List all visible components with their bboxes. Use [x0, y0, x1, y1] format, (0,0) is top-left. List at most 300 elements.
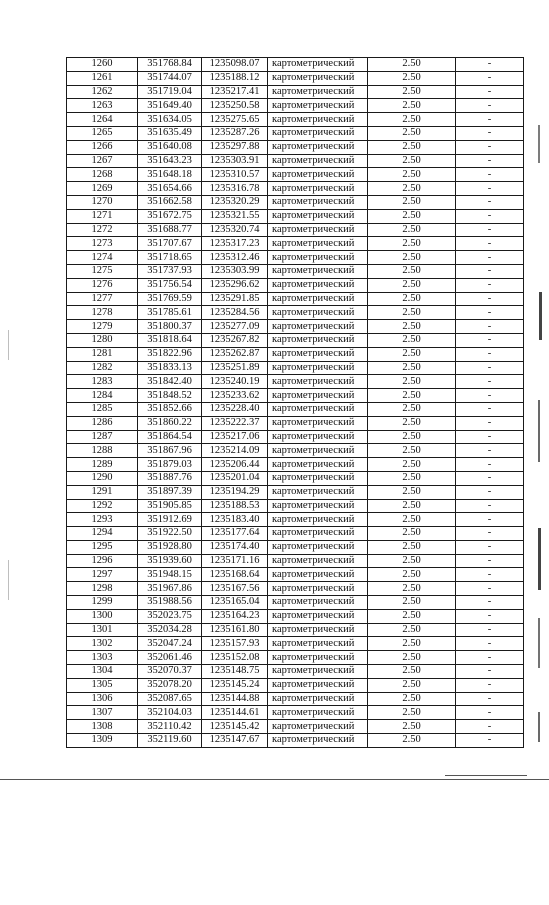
- cell-extra: -: [456, 306, 524, 320]
- cell-method: картометрический: [268, 444, 368, 458]
- cell-accuracy: 2.50: [368, 623, 456, 637]
- cell-extra: -: [456, 513, 524, 527]
- cell-coord-x: 351769.59: [138, 292, 202, 306]
- cell-coord-y: 1235174.40: [202, 540, 268, 554]
- cell-extra: -: [456, 609, 524, 623]
- cell-point-number: 1295: [67, 540, 138, 554]
- cell-coord-y: 1235165.04: [202, 596, 268, 610]
- cell-point-number: 1282: [67, 361, 138, 375]
- cell-method: картометрический: [268, 58, 368, 72]
- cell-coord-x: 352070.37: [138, 665, 202, 679]
- cell-coord-y: 1235310.57: [202, 168, 268, 182]
- cell-point-number: 1300: [67, 609, 138, 623]
- table-row: [67, 347, 524, 361]
- cell-accuracy: 2.50: [368, 678, 456, 692]
- cell-point-number: 1277: [67, 292, 138, 306]
- cell-accuracy: 2.50: [368, 458, 456, 472]
- cell-extra: -: [456, 58, 524, 72]
- cell-accuracy: 2.50: [368, 154, 456, 168]
- cell-method: картометрический: [268, 692, 368, 706]
- cell-extra: -: [456, 665, 524, 679]
- cell-accuracy: 2.50: [368, 264, 456, 278]
- cell-coord-x: 352119.60: [138, 734, 202, 748]
- cell-extra: -: [456, 140, 524, 154]
- cell-coord-x: 352087.65: [138, 692, 202, 706]
- table-row: [67, 596, 524, 610]
- cell-method: картометрический: [268, 85, 368, 99]
- table-row: [67, 168, 524, 182]
- page-divider: [0, 779, 549, 780]
- cell-point-number: 1288: [67, 444, 138, 458]
- cell-extra: -: [456, 734, 524, 748]
- table-row: [67, 692, 524, 706]
- cell-coord-y: 1235206.44: [202, 458, 268, 472]
- cell-accuracy: 2.50: [368, 444, 456, 458]
- cell-extra: -: [456, 623, 524, 637]
- cell-accuracy: 2.50: [368, 692, 456, 706]
- table-row: [67, 637, 524, 651]
- cell-accuracy: 2.50: [368, 140, 456, 154]
- cell-coord-x: 351634.05: [138, 113, 202, 127]
- cell-coord-y: 1235320.74: [202, 223, 268, 237]
- cell-method: картометрический: [268, 540, 368, 554]
- cell-coord-x: 351643.23: [138, 154, 202, 168]
- cell-coord-y: 1235144.88: [202, 692, 268, 706]
- cell-extra: -: [456, 154, 524, 168]
- cell-coord-y: 1235228.40: [202, 402, 268, 416]
- table-row: [67, 264, 524, 278]
- cell-point-number: 1287: [67, 430, 138, 444]
- cell-coord-y: 1235312.46: [202, 251, 268, 265]
- cell-coord-y: 1235157.93: [202, 637, 268, 651]
- cell-method: картометрический: [268, 361, 368, 375]
- cell-accuracy: 2.50: [368, 430, 456, 444]
- table-row: [67, 471, 524, 485]
- cell-coord-x: 351879.03: [138, 458, 202, 472]
- cell-coord-x: 351737.93: [138, 264, 202, 278]
- cell-point-number: 1262: [67, 85, 138, 99]
- cell-coord-x: 352078.20: [138, 678, 202, 692]
- cell-point-number: 1299: [67, 596, 138, 610]
- cell-method: картометрический: [268, 306, 368, 320]
- cell-coord-x: 351852.66: [138, 402, 202, 416]
- cell-accuracy: 2.50: [368, 223, 456, 237]
- cell-point-number: 1298: [67, 582, 138, 596]
- cell-coord-y: 1235148.75: [202, 665, 268, 679]
- cell-point-number: 1297: [67, 568, 138, 582]
- cell-extra: -: [456, 692, 524, 706]
- cell-coord-y: 1235250.58: [202, 99, 268, 113]
- table-row: [67, 430, 524, 444]
- cell-coord-x: 351654.66: [138, 182, 202, 196]
- cell-coord-x: 351833.13: [138, 361, 202, 375]
- cell-point-number: 1278: [67, 306, 138, 320]
- cell-accuracy: 2.50: [368, 99, 456, 113]
- cell-method: картометрический: [268, 292, 368, 306]
- table-row: [67, 499, 524, 513]
- table-row: [67, 582, 524, 596]
- cell-coord-x: 351860.22: [138, 416, 202, 430]
- table-row: [67, 320, 524, 334]
- cell-coord-y: 1235240.19: [202, 375, 268, 389]
- cell-coord-y: 1235161.80: [202, 623, 268, 637]
- cell-extra: -: [456, 471, 524, 485]
- cell-accuracy: 2.50: [368, 126, 456, 140]
- cell-extra: -: [456, 251, 524, 265]
- cell-method: картометрический: [268, 582, 368, 596]
- cell-method: картометрический: [268, 154, 368, 168]
- table-row: [67, 375, 524, 389]
- cell-coord-y: 1235303.91: [202, 154, 268, 168]
- cell-extra: -: [456, 292, 524, 306]
- table-row: [67, 195, 524, 209]
- cell-extra: -: [456, 195, 524, 209]
- cell-coord-y: 1235287.26: [202, 126, 268, 140]
- cell-extra: -: [456, 209, 524, 223]
- cell-accuracy: 2.50: [368, 596, 456, 610]
- cell-coord-y: 1235201.04: [202, 471, 268, 485]
- cell-point-number: 1269: [67, 182, 138, 196]
- cell-coord-y: 1235214.09: [202, 444, 268, 458]
- cell-coord-x: 351939.60: [138, 554, 202, 568]
- cell-method: картометрический: [268, 375, 368, 389]
- cell-method: картометрический: [268, 237, 368, 251]
- cell-coord-y: 1235147.67: [202, 734, 268, 748]
- cell-accuracy: 2.50: [368, 195, 456, 209]
- cell-point-number: 1286: [67, 416, 138, 430]
- cell-extra: -: [456, 71, 524, 85]
- cell-coord-y: 1235316.78: [202, 182, 268, 196]
- cell-extra: -: [456, 527, 524, 541]
- cell-point-number: 1281: [67, 347, 138, 361]
- cell-extra: -: [456, 182, 524, 196]
- table-row: [67, 113, 524, 127]
- cell-coord-y: 1235284.56: [202, 306, 268, 320]
- cell-point-number: 1308: [67, 720, 138, 734]
- cell-method: картометрический: [268, 554, 368, 568]
- cell-accuracy: 2.50: [368, 375, 456, 389]
- cell-accuracy: 2.50: [368, 85, 456, 99]
- table-row: [67, 678, 524, 692]
- cell-accuracy: 2.50: [368, 333, 456, 347]
- scan-artifact-mark: [538, 618, 540, 668]
- cell-accuracy: 2.50: [368, 651, 456, 665]
- cell-extra: -: [456, 237, 524, 251]
- cell-method: картометрический: [268, 471, 368, 485]
- cell-accuracy: 2.50: [368, 706, 456, 720]
- cell-accuracy: 2.50: [368, 389, 456, 403]
- table-row: [67, 720, 524, 734]
- table-row: [67, 237, 524, 251]
- cell-extra: -: [456, 113, 524, 127]
- cell-coord-x: 351867.96: [138, 444, 202, 458]
- cell-point-number: 1267: [67, 154, 138, 168]
- cell-point-number: 1272: [67, 223, 138, 237]
- cell-point-number: 1304: [67, 665, 138, 679]
- cell-coord-y: 1235320.29: [202, 195, 268, 209]
- cell-coord-x: 351905.85: [138, 499, 202, 513]
- cell-coord-y: 1235168.64: [202, 568, 268, 582]
- cell-coord-x: 352104.03: [138, 706, 202, 720]
- cell-point-number: 1291: [67, 485, 138, 499]
- cell-accuracy: 2.50: [368, 209, 456, 223]
- cell-point-number: 1306: [67, 692, 138, 706]
- table-row: [67, 527, 524, 541]
- cell-accuracy: 2.50: [368, 71, 456, 85]
- table-row: [67, 513, 524, 527]
- cell-coord-x: 352047.24: [138, 637, 202, 651]
- cell-point-number: 1285: [67, 402, 138, 416]
- cell-accuracy: 2.50: [368, 182, 456, 196]
- cell-coord-y: 1235296.62: [202, 278, 268, 292]
- scan-artifact-mark: [538, 712, 540, 742]
- cell-method: картометрический: [268, 416, 368, 430]
- cell-point-number: 1294: [67, 527, 138, 541]
- cell-coord-y: 1235291.85: [202, 292, 268, 306]
- cell-coord-y: 1235171.16: [202, 554, 268, 568]
- cell-coord-y: 1235145.42: [202, 720, 268, 734]
- cell-coord-x: 352061.46: [138, 651, 202, 665]
- cell-method: картометрический: [268, 568, 368, 582]
- cell-coord-x: 352023.75: [138, 609, 202, 623]
- cell-coord-y: 1235164.23: [202, 609, 268, 623]
- table-row: [67, 278, 524, 292]
- cell-method: картометрический: [268, 347, 368, 361]
- cell-accuracy: 2.50: [368, 347, 456, 361]
- cell-extra: -: [456, 389, 524, 403]
- table-row: [67, 154, 524, 168]
- cell-accuracy: 2.50: [368, 416, 456, 430]
- cell-coord-y: 1235251.89: [202, 361, 268, 375]
- table-row: [67, 209, 524, 223]
- table-row: [67, 554, 524, 568]
- table-row: [67, 71, 524, 85]
- cell-coord-x: 351744.07: [138, 71, 202, 85]
- cell-method: картометрический: [268, 623, 368, 637]
- cell-point-number: 1305: [67, 678, 138, 692]
- cell-coord-x: 351672.75: [138, 209, 202, 223]
- cell-point-number: 1265: [67, 126, 138, 140]
- cell-coord-x: 351928.80: [138, 540, 202, 554]
- cell-point-number: 1271: [67, 209, 138, 223]
- cell-method: картометрический: [268, 251, 368, 265]
- cell-extra: -: [456, 168, 524, 182]
- cell-coord-x: 351719.04: [138, 85, 202, 99]
- cell-coord-y: 1235317.23: [202, 237, 268, 251]
- table-row: [67, 623, 524, 637]
- cell-coord-y: 1235321.55: [202, 209, 268, 223]
- cell-extra: -: [456, 416, 524, 430]
- table-row: [67, 416, 524, 430]
- cell-accuracy: 2.50: [368, 734, 456, 748]
- cell-point-number: 1276: [67, 278, 138, 292]
- table-row: [67, 333, 524, 347]
- cell-coord-x: 351635.49: [138, 126, 202, 140]
- cell-coord-x: 351887.76: [138, 471, 202, 485]
- cell-coord-x: 351948.15: [138, 568, 202, 582]
- cell-method: картометрический: [268, 609, 368, 623]
- cell-method: картометрический: [268, 678, 368, 692]
- cell-extra: -: [456, 637, 524, 651]
- table-row: [67, 223, 524, 237]
- scan-artifact-mark: [538, 125, 540, 163]
- cell-coord-y: 1235297.88: [202, 140, 268, 154]
- table-row: [67, 306, 524, 320]
- cell-extra: -: [456, 347, 524, 361]
- cell-extra: -: [456, 85, 524, 99]
- cell-method: картометрический: [268, 264, 368, 278]
- cell-point-number: 1296: [67, 554, 138, 568]
- cell-extra: -: [456, 444, 524, 458]
- table-row: [67, 402, 524, 416]
- cell-extra: -: [456, 402, 524, 416]
- cell-coord-x: 351662.58: [138, 195, 202, 209]
- cell-accuracy: 2.50: [368, 402, 456, 416]
- cell-method: картометрический: [268, 734, 368, 748]
- table-row: [67, 126, 524, 140]
- table-row: [67, 568, 524, 582]
- scan-artifact-mark: [538, 400, 540, 462]
- cell-coord-y: 1235098.07: [202, 58, 268, 72]
- coordinates-table: [66, 57, 524, 748]
- cell-method: картометрический: [268, 126, 368, 140]
- cell-method: картометрический: [268, 430, 368, 444]
- cell-method: картометрический: [268, 99, 368, 113]
- cell-coord-y: 1235188.53: [202, 499, 268, 513]
- cell-accuracy: 2.50: [368, 113, 456, 127]
- cell-coord-y: 1235144.61: [202, 706, 268, 720]
- cell-accuracy: 2.50: [368, 582, 456, 596]
- table-row: [67, 706, 524, 720]
- signature-line: [445, 775, 527, 776]
- cell-accuracy: 2.50: [368, 278, 456, 292]
- cell-coord-x: 352034.28: [138, 623, 202, 637]
- cell-coord-x: 351768.84: [138, 58, 202, 72]
- cell-extra: -: [456, 361, 524, 375]
- cell-method: картометрический: [268, 209, 368, 223]
- cell-extra: -: [456, 99, 524, 113]
- table-row: [67, 251, 524, 265]
- cell-coord-y: 1235152.08: [202, 651, 268, 665]
- cell-point-number: 1263: [67, 99, 138, 113]
- cell-method: картометрический: [268, 402, 368, 416]
- cell-method: картометрический: [268, 113, 368, 127]
- cell-extra: -: [456, 499, 524, 513]
- cell-point-number: 1302: [67, 637, 138, 651]
- cell-extra: -: [456, 430, 524, 444]
- cell-method: картометрический: [268, 499, 368, 513]
- cell-accuracy: 2.50: [368, 540, 456, 554]
- cell-point-number: 1293: [67, 513, 138, 527]
- cell-extra: -: [456, 223, 524, 237]
- cell-extra: -: [456, 678, 524, 692]
- cell-point-number: 1268: [67, 168, 138, 182]
- table-row: [67, 292, 524, 306]
- cell-coord-x: 351718.65: [138, 251, 202, 265]
- cell-accuracy: 2.50: [368, 471, 456, 485]
- cell-coord-x: 351640.08: [138, 140, 202, 154]
- cell-point-number: 1309: [67, 734, 138, 748]
- table-row: [67, 58, 524, 72]
- cell-coord-x: 351842.40: [138, 375, 202, 389]
- cell-extra: -: [456, 485, 524, 499]
- cell-accuracy: 2.50: [368, 665, 456, 679]
- cell-method: картометрический: [268, 665, 368, 679]
- cell-point-number: 1274: [67, 251, 138, 265]
- cell-coord-x: 351756.54: [138, 278, 202, 292]
- cell-extra: -: [456, 568, 524, 582]
- cell-method: картометрический: [268, 333, 368, 347]
- cell-point-number: 1279: [67, 320, 138, 334]
- cell-coord-x: 351912.69: [138, 513, 202, 527]
- cell-coord-x: 351800.37: [138, 320, 202, 334]
- scan-artifact-mark: [538, 528, 541, 590]
- cell-point-number: 1273: [67, 237, 138, 251]
- scan-artifact-mark: [8, 560, 9, 600]
- cell-method: картометрический: [268, 168, 368, 182]
- scan-artifact-mark: [539, 292, 542, 340]
- cell-point-number: 1261: [67, 71, 138, 85]
- cell-point-number: 1289: [67, 458, 138, 472]
- cell-coord-x: 351707.67: [138, 237, 202, 251]
- cell-extra: -: [456, 596, 524, 610]
- cell-point-number: 1280: [67, 333, 138, 347]
- cell-point-number: 1264: [67, 113, 138, 127]
- cell-accuracy: 2.50: [368, 251, 456, 265]
- cell-extra: -: [456, 554, 524, 568]
- table-row: [67, 140, 524, 154]
- cell-method: картометрический: [268, 458, 368, 472]
- cell-method: картометрический: [268, 278, 368, 292]
- cell-coord-x: 351897.39: [138, 485, 202, 499]
- cell-accuracy: 2.50: [368, 306, 456, 320]
- cell-coord-x: 351922.50: [138, 527, 202, 541]
- table-row: [67, 665, 524, 679]
- table-row: [67, 609, 524, 623]
- cell-extra: -: [456, 458, 524, 472]
- cell-method: картометрический: [268, 596, 368, 610]
- scan-artifact-mark: [8, 330, 9, 360]
- cell-coord-y: 1235177.64: [202, 527, 268, 541]
- cell-accuracy: 2.50: [368, 637, 456, 651]
- cell-extra: -: [456, 126, 524, 140]
- cell-accuracy: 2.50: [368, 361, 456, 375]
- cell-coord-x: 352110.42: [138, 720, 202, 734]
- table-row: [67, 182, 524, 196]
- cell-coord-x: 351864.54: [138, 430, 202, 444]
- cell-method: картометрический: [268, 637, 368, 651]
- cell-coord-y: 1235303.99: [202, 264, 268, 278]
- cell-extra: -: [456, 333, 524, 347]
- cell-point-number: 1290: [67, 471, 138, 485]
- cell-method: картометрический: [268, 720, 368, 734]
- cell-accuracy: 2.50: [368, 499, 456, 513]
- cell-coord-y: 1235275.65: [202, 113, 268, 127]
- cell-point-number: 1260: [67, 58, 138, 72]
- table-row: [67, 651, 524, 665]
- cell-method: картометрический: [268, 706, 368, 720]
- cell-coord-x: 351818.64: [138, 333, 202, 347]
- cell-point-number: 1303: [67, 651, 138, 665]
- cell-coord-x: 351785.61: [138, 306, 202, 320]
- table-row: [67, 361, 524, 375]
- table-row: [67, 99, 524, 113]
- cell-coord-y: 1235217.41: [202, 85, 268, 99]
- cell-method: картометрический: [268, 527, 368, 541]
- cell-point-number: 1292: [67, 499, 138, 513]
- cell-accuracy: 2.50: [368, 609, 456, 623]
- cell-coord-x: 351848.52: [138, 389, 202, 403]
